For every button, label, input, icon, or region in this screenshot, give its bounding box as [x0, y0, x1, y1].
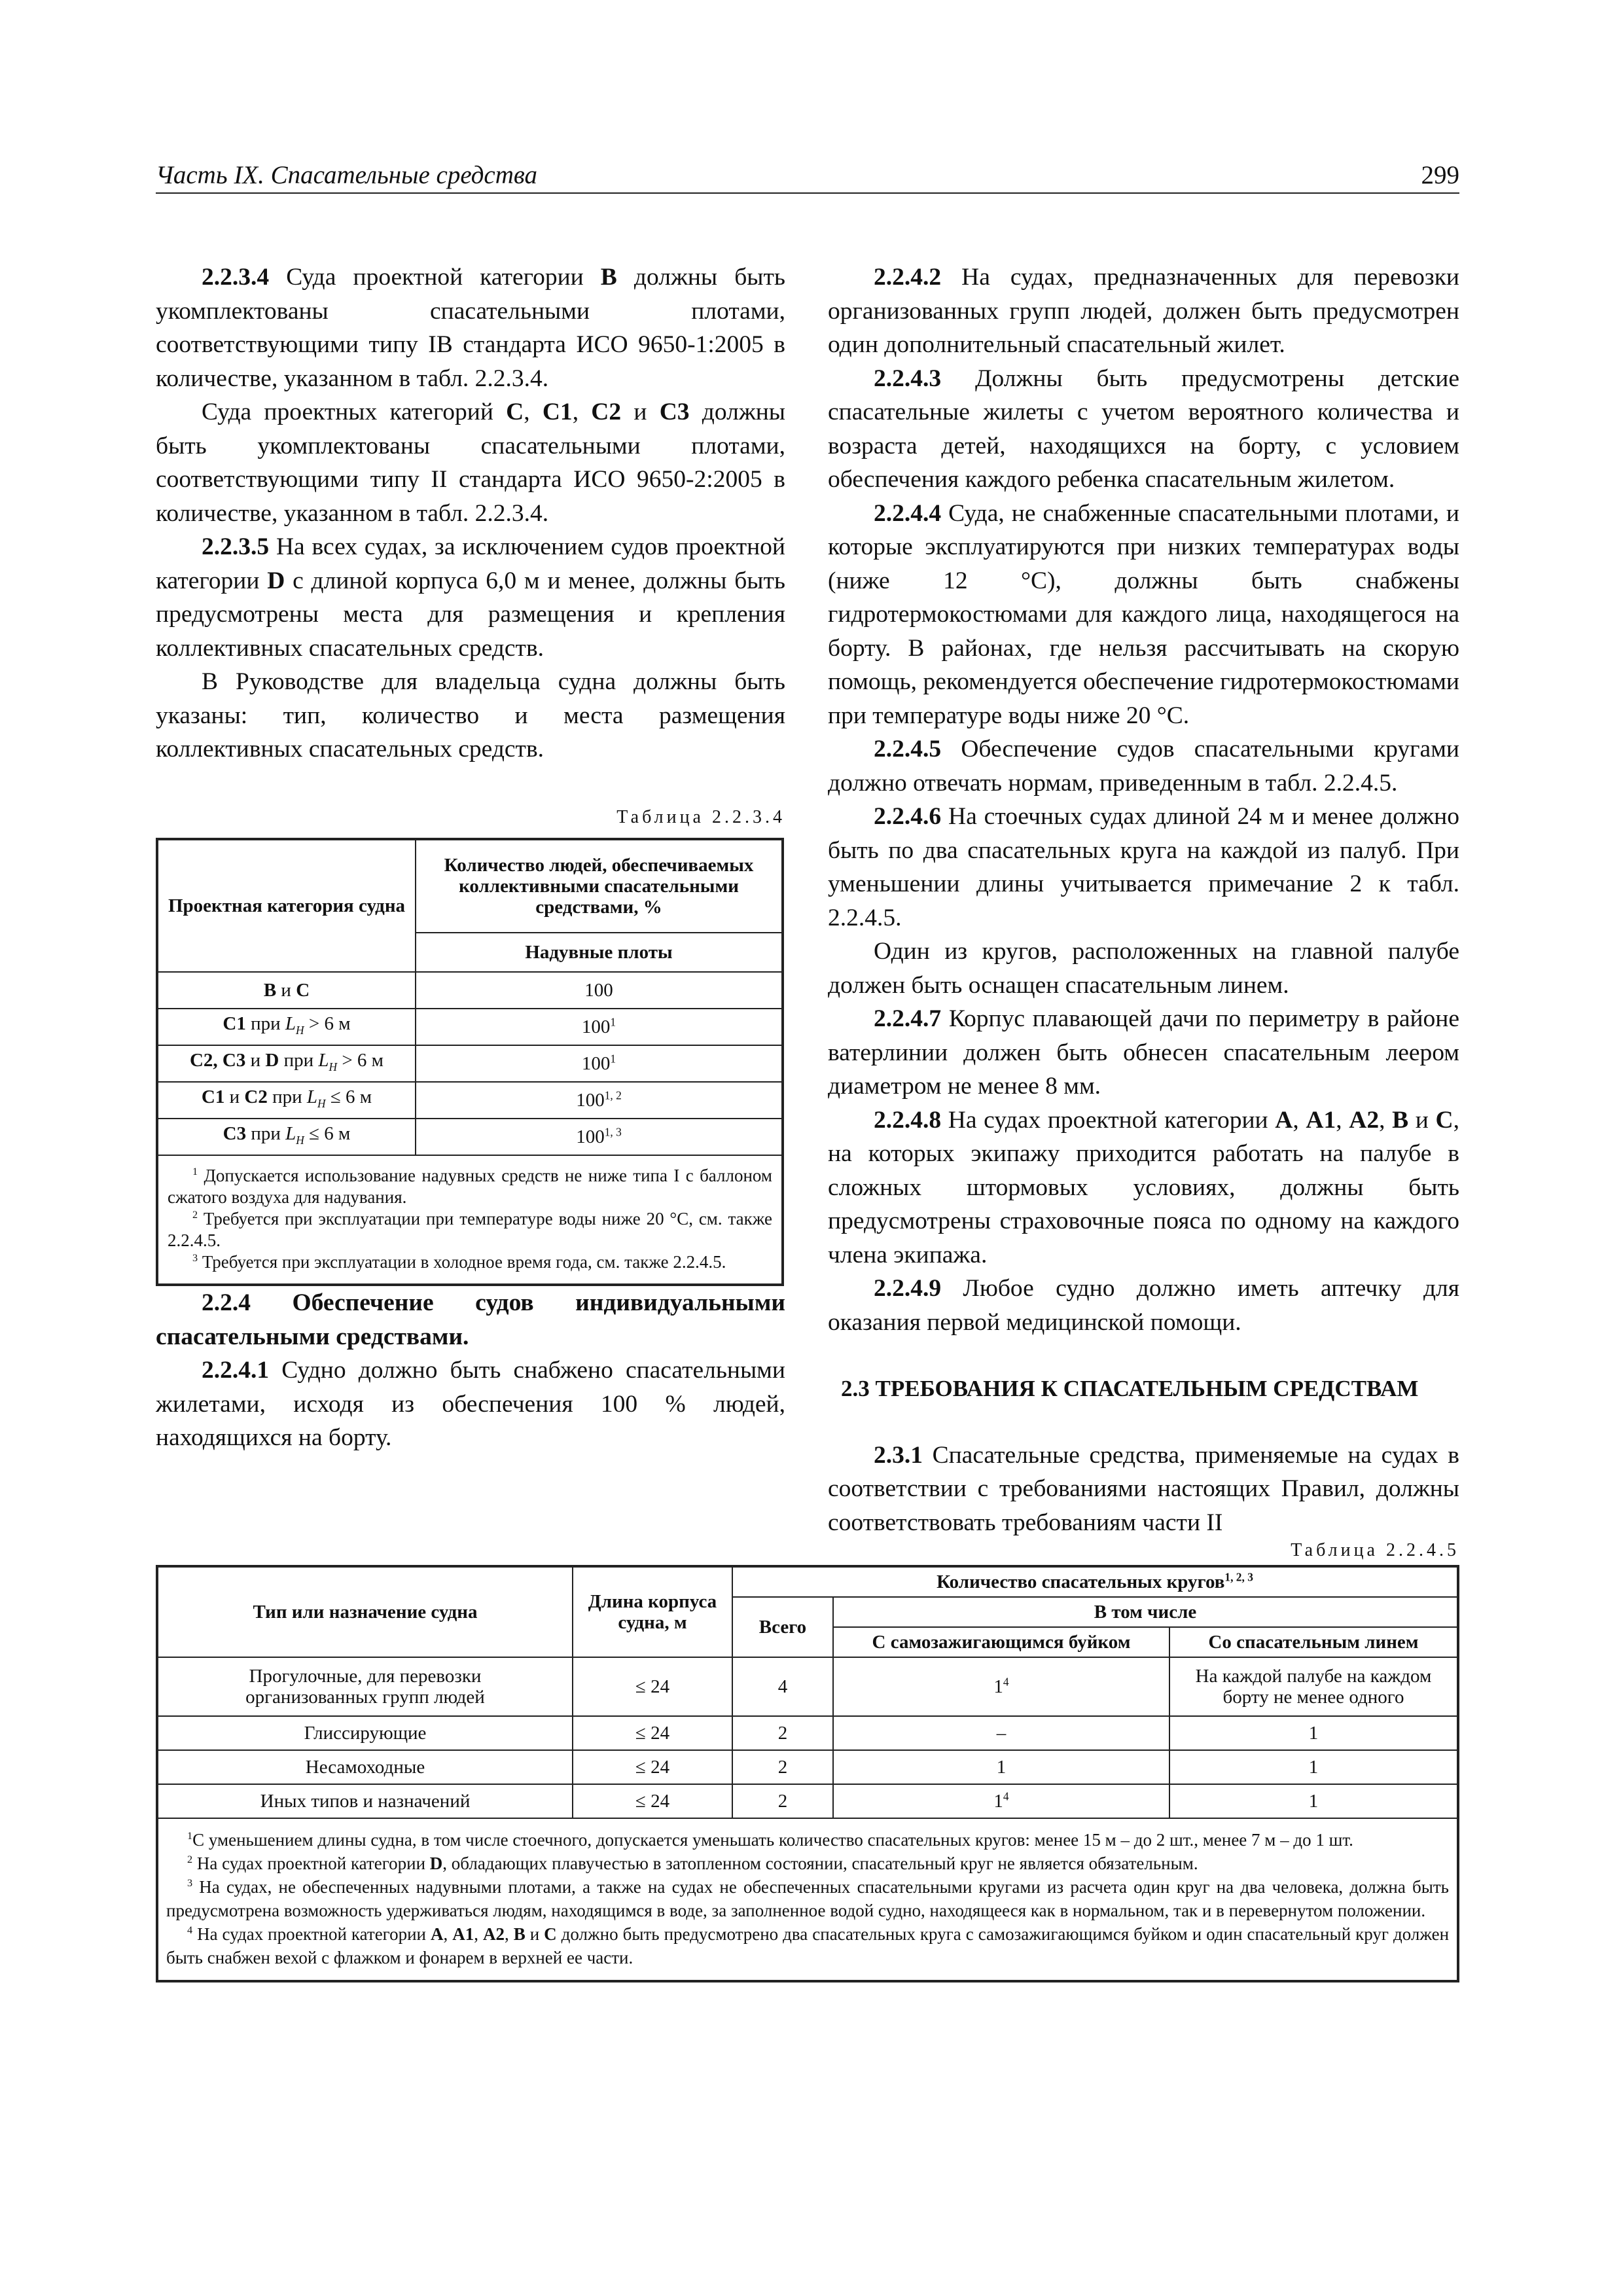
paragraph-owner-manual: В Руководстве для владельца судна должны быть указаны: тип, количество и места размещения коллективных спасательных средств. — [156, 668, 785, 762]
col-header-people: Количество людей, обеспечиваемых коллективными спасательными средствами, % — [416, 839, 783, 933]
cat-a: C3 — [223, 1123, 247, 1145]
footnote-marker: 1 — [187, 1830, 193, 1842]
clause-number: 2.2.4.3 — [874, 365, 942, 392]
text: Должны быть предусмотрены детские спасательные жилеты с учетом вероятного количества и возраста детей, находящихся на борту, с условием обеспечения каждого ребенка спасательным жилетом. — [828, 365, 1459, 493]
category-d: D — [429, 1854, 443, 1873]
footnote — [166, 1852, 1449, 1875]
length-subscript: H — [329, 1060, 338, 1073]
category-cell: C2, C3 и D при $L_H > 6$ м — [157, 1045, 416, 1082]
category-c3: C3 — [659, 399, 690, 425]
buoy-cell — [833, 1657, 1169, 1716]
running-header-title: Часть IX. Спасательные средства — [156, 161, 538, 189]
col-subheader-rafts: Надувные плоты — [416, 933, 783, 972]
paragraph-2-2-4-1 — [156, 1354, 785, 1455]
value: 1 — [996, 1757, 1007, 1778]
clause-number: 2.3.1 — [874, 1441, 923, 1469]
buoy-cell — [833, 1784, 1169, 1818]
clause-number: 2.2.4.6 — [874, 803, 942, 830]
footnote-marker: 3 — [192, 1252, 198, 1264]
col-header-count — [732, 1566, 1458, 1597]
footnote — [166, 1875, 1449, 1922]
buoy-cell — [833, 1750, 1169, 1784]
category-c: C — [506, 399, 524, 425]
total-cell: 2 — [732, 1750, 833, 1784]
length-subscript: H — [317, 1096, 326, 1110]
page-number: 299 — [1421, 161, 1459, 189]
category-b: B — [513, 1924, 526, 1944]
col-header-category: Проектная категория судна — [157, 839, 416, 972]
length-symbol: L — [318, 1050, 329, 1071]
clause-number: 2.2.4.7 — [874, 1005, 942, 1032]
category-a: A — [430, 1924, 444, 1944]
clause-number: 2.2.4.1 — [202, 1357, 270, 1384]
paragraph-2-2-4-6 — [828, 800, 1459, 935]
section-heading-2-2-4: 2.2.4 Обеспечение судов индивидуальными спасательными средствами. — [156, 1289, 785, 1350]
text: Суда, не снабженные спасательными плотами, и которые эксплуатируются при низких температурах воды (ниже 12 °С), должны быть снабжены гидротермокостюмами для каждого лица, находящегося на борту. В районах, где нельзя рассчитывать на скорую помощь, рекомендуется обеспечение гидротермокостюмами при температуре воды ниже 20 °С. — [828, 499, 1459, 729]
category-cell — [157, 972, 416, 1009]
clause-number: 2.2.4.8 — [874, 1106, 942, 1134]
text: , — [443, 1924, 453, 1944]
table-row — [157, 1750, 1458, 1784]
text: с длиной корпуса 6,0 м и менее, должны быть предусмотрены места для размещения и крепления коллективных спасательных средств. — [156, 567, 785, 662]
footnote — [168, 1165, 772, 1208]
text: Суда проектной категории — [269, 264, 601, 291]
footnote — [168, 1251, 772, 1273]
cat-c: C2 — [244, 1086, 268, 1108]
table-2-2-4-5-wrapper — [156, 1540, 1459, 1982]
cat-a: C2, C3 — [189, 1050, 246, 1071]
footnote-text: Допускается использование надувных средств не ниже типа I с баллоном сжатого воздуха для надувания. — [168, 1166, 772, 1207]
col-header-including: В том числе — [833, 1597, 1458, 1627]
right-column — [828, 260, 1459, 1539]
col-header-type: Тип или назначение судна — [157, 1566, 573, 1657]
text: и — [525, 1924, 544, 1944]
text: На всех судах, за исключением судов проектной категории — [156, 533, 785, 594]
paragraph-2-2-3-5 — [156, 530, 785, 665]
footnote — [166, 1828, 1449, 1852]
paragraph-categories-c — [156, 395, 785, 530]
footnote-text: Требуется при эксплуатации при температуре воды ниже 20 °С, см. также 2.2.4.5. — [168, 1209, 772, 1250]
text: , на которых экипажу приходится работать на палубе в сложных штормовых условиях, должны быть предусмотрены страховочные пояса по одному на каждого члена экипажа. — [828, 1106, 1459, 1268]
line-cell: 1 — [1169, 1716, 1458, 1750]
category-d: D — [267, 567, 285, 594]
text: и — [224, 1086, 245, 1108]
category-cell — [157, 1009, 416, 1045]
clause-number: 2.2.3.4 — [202, 264, 270, 291]
category-c2: C2 — [591, 399, 622, 425]
footnote-ref: 4 — [1003, 1789, 1009, 1803]
cat-a: B — [263, 980, 277, 1001]
text: , — [1293, 1106, 1306, 1134]
clause-number: 2.2.4.2 — [874, 264, 942, 291]
text: , — [504, 1924, 514, 1944]
text: и — [1408, 1106, 1436, 1134]
length-cell: ≤ 24 — [573, 1657, 732, 1716]
text: ≤ 6 м — [304, 1123, 351, 1145]
col-header-line: Со спасательным линем — [1169, 1627, 1458, 1657]
category-c1: C1 — [542, 399, 573, 425]
paragraph-2-2-4-4 — [828, 497, 1459, 733]
category-a1: A1 — [452, 1924, 474, 1944]
footnote-marker: 1 — [192, 1166, 198, 1177]
text: Любое судно должно иметь аптечку для оказания первой медицинской помощи. — [828, 1275, 1459, 1336]
paragraph-2-2-3-4 — [156, 260, 785, 395]
footnote-text: Требуется при эксплуатации в холодное время года, см. также 2.2.4.5. — [198, 1252, 726, 1272]
type-cell: Иных типов и назначений — [157, 1784, 573, 1818]
table-footnotes — [157, 1818, 1458, 1981]
type-cell: Прогулочные, для перевозки организованных групп людей — [157, 1657, 573, 1716]
total-cell: 2 — [732, 1716, 833, 1750]
footnote-text: должно быть предусмотрено два спасательных круга с самозажигающимся буйком и один спасательный круг должен быть снабжен вехой с флажком и фонарем в верхней ее части. — [166, 1924, 1450, 1967]
length-symbol: L — [306, 1086, 318, 1108]
category-cell — [157, 1119, 416, 1155]
text: На судах проектной категории — [941, 1106, 1275, 1134]
text: и — [276, 980, 296, 1001]
paragraph-2-2-4-3 — [828, 362, 1459, 497]
type-cell: Глиссирующие — [157, 1716, 573, 1750]
cat-c: C — [296, 980, 310, 1001]
category-a2: A2 — [1349, 1106, 1380, 1134]
left-column — [156, 260, 785, 1455]
category-b: B — [600, 264, 617, 291]
clause-number: 2.2.4.5 — [874, 736, 942, 762]
footnote-ref: 1 — [610, 1052, 616, 1066]
value: – — [996, 1723, 1007, 1744]
text: Спасательные средства, применяемые на судах в соответствии с требованиями настоящих Правил, должны соответствовать требованиям части II — [828, 1441, 1459, 1536]
text: , — [524, 399, 543, 425]
col-header-length: Длина корпуса судна, м — [573, 1566, 732, 1657]
value: 1 — [993, 1676, 1003, 1697]
table-row — [157, 1009, 783, 1045]
table-row — [157, 1045, 783, 1082]
footnote-text: На судах проектной категории — [192, 1854, 430, 1873]
text: должны быть укомплектованы спасательными плотами, соответствующими типу II стандарта ИСО 9650-2:2005 в количестве, указанном в табл. 2.2.3.4. — [156, 399, 785, 527]
header-rule — [156, 192, 1459, 194]
text: , — [474, 1924, 483, 1944]
line-cell: На каждой палубе на каждом борту не менее одного — [1169, 1657, 1458, 1716]
text: , — [1379, 1106, 1393, 1134]
footnote-marker: 2 — [192, 1209, 198, 1221]
category-a1: A1 — [1306, 1106, 1336, 1134]
text: Суда проектных категорий — [202, 399, 507, 425]
table-row — [157, 1119, 783, 1155]
text: должны быть укомплектованы спасательными плотами, соответствующими типу IB стандарта ИСО 9650-1:2005 в количестве, указанном в табл. 2.2.3.4. — [156, 264, 785, 392]
footnote-ref: 1 — [610, 1015, 616, 1029]
value: 100 — [576, 1090, 605, 1111]
category-cell: C1 и C2 при $L_H \le 6$ м — [157, 1082, 416, 1119]
paragraph-2-2-4-2 — [828, 260, 1459, 362]
table-2-2-4-5 — [156, 1565, 1459, 1982]
text: Судно должно быть снабжено спасательными жилетами, исходя из обеспечения 100 % людей, находящихся на борту. — [156, 1357, 785, 1451]
paragraph-main-deck: Один из кругов, расположенных на главной палубе должен быть оснащен спасательным линем. — [828, 938, 1459, 999]
value: 100 — [581, 1053, 611, 1074]
length-cell: ≤ 24 — [573, 1750, 732, 1784]
header-text: Количество спасательных кругов — [936, 1571, 1225, 1592]
col-header-total: Всего — [732, 1597, 833, 1657]
footnote-ref: 1, 2, 3 — [1224, 1570, 1253, 1584]
paragraph-2-2-4-8 — [828, 1103, 1459, 1272]
buoy-cell — [833, 1716, 1169, 1750]
line-cell: 1 — [1169, 1750, 1458, 1784]
paragraph-2-2-4-5 — [828, 732, 1459, 800]
footnote-ref: 1, 2 — [604, 1088, 622, 1102]
value-cell — [416, 1119, 783, 1155]
text: , — [572, 399, 592, 425]
total-cell: 4 — [732, 1657, 833, 1716]
total-cell: 2 — [732, 1784, 833, 1818]
paragraph-2-3-1 — [828, 1439, 1459, 1540]
length-subscript: H — [296, 1023, 304, 1037]
footnote-marker: 4 — [187, 1924, 193, 1936]
table-row — [157, 1082, 783, 1119]
paragraph-2-2-4-9 — [828, 1272, 1459, 1339]
footnote-text: , обладающих плавучестью в затопленном состоянии, спасательный круг не является обязательным. — [442, 1854, 1198, 1873]
line-cell: 1 — [1169, 1784, 1458, 1818]
text: На стоечных судах длиной 24 м и менее должно быть по два спасательных круга на каждой из палуб. При уменьшении длины учитывается примечание 2 к табл. 2.2.4.5. — [828, 803, 1459, 931]
length-symbol: L — [285, 1123, 296, 1145]
category-c: C — [1435, 1106, 1454, 1134]
clause-number: 2.2.3.5 — [202, 533, 270, 560]
category-a2: A2 — [482, 1924, 505, 1944]
clause-number: 2.2.4.4 — [874, 499, 942, 527]
value: 1 — [993, 1791, 1003, 1812]
clause-number: 2.2.4.9 — [874, 1275, 942, 1302]
text: ≤ 6 м — [325, 1086, 372, 1108]
category-b: B — [1392, 1106, 1409, 1134]
table-row — [157, 1784, 1458, 1818]
text: при — [246, 1123, 286, 1145]
footnote — [166, 1922, 1449, 1969]
table-caption: Таблица 2.2.3.4 — [616, 806, 785, 827]
length-symbol: L — [285, 1013, 296, 1035]
table-2-2-3-4 — [156, 838, 784, 1286]
length-cell: ≤ 24 — [573, 1784, 732, 1818]
cat-c: D — [265, 1050, 279, 1071]
footnote-text: На судах проектной категории — [192, 1924, 431, 1944]
value-cell — [416, 1009, 783, 1045]
footnote-marker: 2 — [187, 1854, 193, 1865]
table-footnotes — [157, 1155, 783, 1285]
text: > 6 м — [337, 1050, 384, 1071]
text: и — [621, 399, 660, 425]
text: > 6 м — [304, 1013, 351, 1035]
footnote-text: С уменьшением длины судна, в том числе стоечного, допускается уменьшать количество спасательных кругов: менее 15 м – до 2 шт., менее 7 м – до 1 шт. — [192, 1830, 1353, 1850]
table-caption: Таблица 2.2.4.5 — [1291, 1540, 1459, 1560]
section-heading-2-3: 2.3 ТРЕБОВАНИЯ К СПАСАТЕЛЬНЫМ СРЕДСТВАМ — [841, 1376, 1419, 1401]
text: , — [1336, 1106, 1349, 1134]
text: и — [245, 1050, 266, 1071]
table-row — [157, 1716, 1458, 1750]
value-cell: 100 — [416, 972, 783, 1009]
text: при — [245, 1013, 285, 1035]
length-subscript: H — [296, 1133, 304, 1147]
table-row — [157, 1657, 1458, 1716]
footnote-text: На судах, не обеспеченных надувными плотами, а также на судах не обеспеченных спасательными кругами из расчета один круг на два человека, должна быть предусмотрена возможность удерживаться людям, находящимся в воде, за заполненное водой судно, находящееся как в нормальном, так и в перевернутом положении. — [166, 1877, 1449, 1920]
footnote — [168, 1208, 772, 1251]
type-cell: Несамоходные — [157, 1750, 573, 1784]
text: Корпус плавающей дачи по периметру в районе ватерлинии должен быть обнесен спасательным леером диаметром не менее 8 мм. — [828, 1005, 1459, 1100]
text: Обеспечение судов спасательными кругами должно отвечать нормам, приведенным в табл. 2.2.4.5. — [828, 736, 1459, 797]
value-cell — [416, 1045, 783, 1082]
value-cell — [416, 1082, 783, 1119]
cat-a: C1 — [201, 1086, 225, 1108]
footnote-ref: 1, 3 — [604, 1125, 622, 1139]
col-header-buoy: С самозажигающимся буйком — [833, 1627, 1169, 1657]
footnote-ref: 4 — [1003, 1675, 1009, 1689]
text: На судах, предназначенных для перевозки организованных групп людей, должен быть предусмотрен один дополнительный спасательный жилет. — [828, 264, 1459, 358]
footnote-marker: 3 — [187, 1877, 193, 1889]
cat-a: C1 — [223, 1013, 246, 1035]
value: 100 — [581, 1016, 611, 1037]
category-c: C — [544, 1924, 557, 1944]
category-a: A — [1275, 1106, 1293, 1134]
value: 100 — [576, 1126, 605, 1147]
length-cell: ≤ 24 — [573, 1716, 732, 1750]
paragraph-2-2-4-7 — [828, 1002, 1459, 1103]
table-row — [157, 972, 783, 1009]
